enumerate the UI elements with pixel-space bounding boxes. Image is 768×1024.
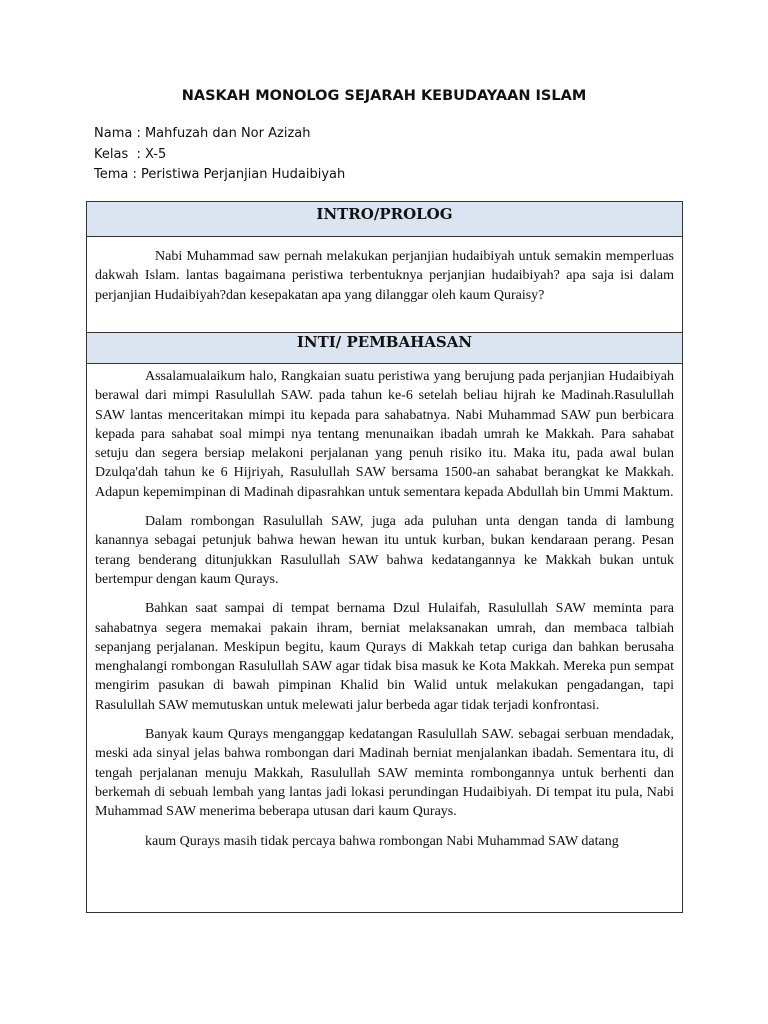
intro-heading-cell — [87, 202, 683, 237]
inti-heading-cell — [87, 333, 683, 364]
meta-nama: Nama : Mahfuzah dan Nor Azizah — [94, 126, 311, 141]
inti-paragraph-1: Assalamualaikum halo, Rangkaian suatu peristiwa yang berujung pada perjanjian Hudaibiyah berawal dari mimpi Rasulullah SAW. pada tahun ke-6 setelah beliau hijrah ke Madinah.Rasulullah SAW lantas menceritakan mimpi itu kepada para sahabatnya. Nabi Muhammad SAW pun berbicara kepada para sahabat soal mimpi nya tentang menunaikan ibadah umrah ke Makkah. Para sahabat setuju dan segera bersiap melakoni perjalanan yang penuh risiko itu. Maka itu, pada awal bulan Dzulqa'dah tahun ke 6 Hijriyah, Rasulullah SAW bersama 1500-an sahabat berangkat ke Makkah. Adapun kepemimpinan di Madinah dipasrahkan untuk sementara kepada Abdullah bin Ummi Maktum. — [95, 369, 674, 500]
inti-paragraph-2: Dalam rombongan Rasulullah SAW, juga ada puluhan unta dengan tanda di lambung kanannya sebagai petunjuk bahwa hewan hewan itu untuk kurban, bukan kendaraan perang. Pesan terang benderang ditunjukkan Rasulullah SAW bahwa kedatangannya ke Makkah bukan untuk bertempur dengan kaum Qurays. — [95, 514, 674, 587]
inti-body-cell — [87, 364, 683, 913]
document-title: NASKAH MONOLOG SEJARAH KEBUDAYAAN ISLAM — [181, 88, 587, 104]
inti-paragraph-4: Banyak kaum Qurays menganggap kedatangan Rasulullah SAW. sebagai serbuan mendadak, meski ada sinyal jelas bahwa rombongan dari Madinah berniat menjalankan ibadah. Sementara itu, di tengah perjalanan menuju Makkah, Rasulullah SAW meminta rombongannya untuk berhenti dan berkemah di sebuah lembah yang lantas jadi lokasi perundingan Hudaibiyah. Di tempat itu pula, Nabi Muhammad SAW menerima beberapa utusan dari kaum Qurays. — [95, 727, 674, 820]
inti-heading: INTI/ PEMBAHASAN — [296, 333, 473, 351]
intro-body-cell — [87, 237, 683, 333]
meta-tema: Tema : Peristiwa Perjanjian Hudaibiyah — [94, 167, 346, 182]
intro-paragraph: Nabi Muhammad saw pernah melakukan perjanjian hudaibiyah untuk semakin memperluas dakwah Islam. lantas bagaimana peristiwa terbentuknya perjanjian hudaibiyah? apa saja isi dalam perjanjian Hudaibiyah?dan kesepakatan apa yang dilanggar oleh kaum Quraisy? — [95, 249, 674, 303]
intro-heading: INTRO/PROLOG — [316, 205, 453, 223]
inti-paragraph-3: Bahkan saat sampai di tempat bernama Dzul Hulaifah, Rasulullah SAW meminta para sahabatnya segera memakai pakain ihram, berniat melaksanakan umrah, dan membaca talbiah sepanjang perjalanan. Meskipun begitu, kaum Qurays di Makkah tetap curiga dan bahkan berusaha menghalangi rombongan Rasulullah SAW agar tidak bisa masuk ke Kota Makkah. Mereka pun sempat mengirim pasukan di bawah pimpinan Khalid bin Walid untuk melakukan pengadangan, tapi Rasulullah SAW memutuskan untuk melewati jalur berbeda agar tidak terjadi konfrontasi. — [95, 601, 674, 713]
document-meta — [94, 124, 345, 186]
monolog-table — [86, 201, 683, 913]
inti-paragraph-5: kaum Qurays masih tidak percaya bahwa rombongan Nabi Muhammad SAW datang — [145, 833, 619, 849]
meta-kelas: Kelas : X-5 — [94, 146, 167, 162]
